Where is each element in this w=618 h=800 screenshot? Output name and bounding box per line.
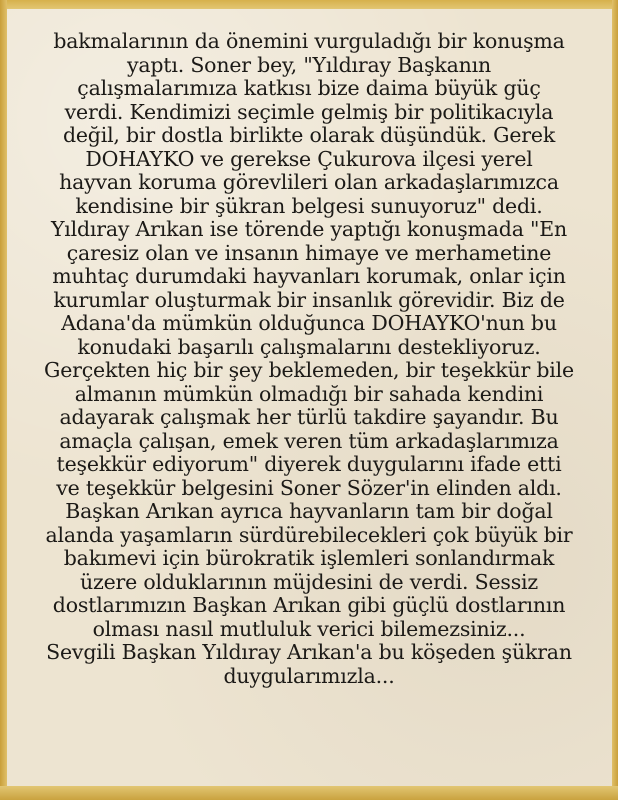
article-line: ve teşekkür belgesini Soner Sözer'in elinden aldı. <box>56 475 562 500</box>
article-line: alanda yaşamların sürdürebilecekleri çok büyük bir <box>45 522 573 547</box>
article-line: kendisine bir şükran belgesi sunuyoruz" dedi. <box>75 193 543 218</box>
article-line: hayvan koruma görevlileri olan arkadaşlarımızca <box>59 170 559 194</box>
article-line: değil, bir dostla birlikte olarak düşündük. Gerek <box>62 123 556 147</box>
article-line: bakımevi için bürokratik işlemleri sonlandırmak <box>63 546 555 570</box>
article-line: kurumlar oluşturmak bir insanlık görevidir. Biz de <box>53 287 565 312</box>
article-line: Adana'da mümkün olduğunca DOHAYKO'nun bu <box>61 311 557 335</box>
article-line: Başkan Arıkan ayrıca hayvanların tam bir doğal <box>65 499 553 523</box>
article-line: muhtaç durumdaki hayvanları korumak, onlar için <box>52 264 566 288</box>
article-line: Yıldıray Arıkan ise törende yaptığı konuşmada "En <box>50 217 568 241</box>
article-line: olması nasıl mutluluk verici bilemezsiniz... <box>92 616 526 641</box>
article-line: verdi. Kendimizi seçimle gelmiş bir politikacıyla <box>64 99 554 124</box>
article-line: üzere olduklarının müjdesini de verdi. Sessiz <box>79 569 539 594</box>
article-line: dostlarımızın Başkan Arıkan gibi güçlü dostlarının <box>52 593 566 617</box>
article-body <box>26 30 592 688</box>
article-line: yaptı. Soner bey, "Yıldıray Başkanın <box>126 52 492 77</box>
article-line: çalışmalarımıza katkısı bize daima büyük güç <box>77 76 541 100</box>
article-line: Gerçekten hiç bir şey beklemeden, bir teşekkür bile <box>44 358 574 382</box>
article-line: almanın mümkün olmadığı bir sahada kendini <box>74 381 544 406</box>
article-line: konudaki başarılı çalışmalarını destekliyoruz. <box>77 334 541 359</box>
article-line: çaresiz olan ve insanın himaye ve merhametine <box>66 240 552 265</box>
article-line: DOHAYKO ve gerekse Çukurova ilçesi yerel <box>85 146 533 171</box>
article-line: duygularımızla... <box>223 663 395 688</box>
top-border <box>0 0 618 9</box>
left-border <box>0 0 7 800</box>
article-line: teşekkür ediyorum" diyerek duygularını ifade etti <box>56 452 562 476</box>
article-line: Sevgili Başkan Yıldıray Arıkan'a bu köşeden şükran <box>46 640 572 664</box>
article-line: adayarak çalışmak her türlü takdire şayandır. Bu <box>59 405 559 429</box>
article-line: amaçla çalışan, emek veren tüm arkadaşlarımıza <box>59 428 559 453</box>
right-border <box>612 0 618 800</box>
article-line: bakmalarının da önemini vurguladığı bir konuşma <box>53 29 565 53</box>
bottom-border <box>0 786 618 800</box>
